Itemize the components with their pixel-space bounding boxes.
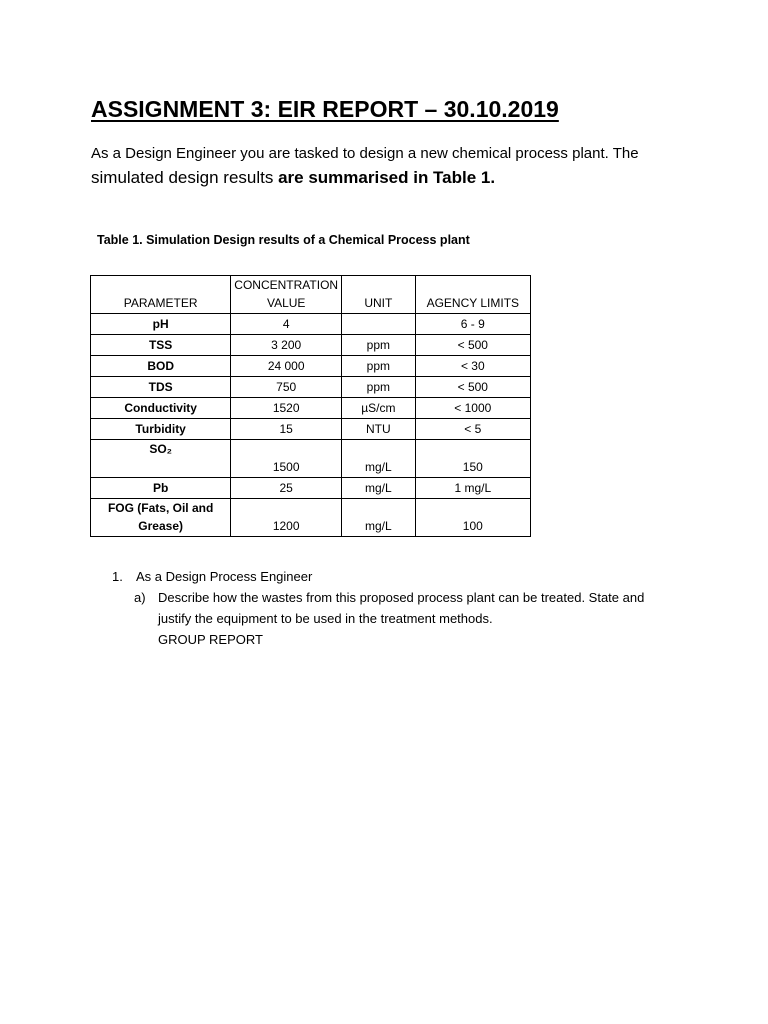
table-row — [91, 398, 531, 419]
cell-value: 15 — [231, 419, 342, 440]
cell-unit: ppm — [342, 335, 416, 356]
cell-parameter: BOD — [91, 356, 231, 377]
cell-limit: < 5 — [415, 419, 530, 440]
cell-limit: < 500 — [415, 377, 530, 398]
cell-value: 4 — [231, 314, 342, 335]
cell-parameter: Conductivity — [91, 398, 231, 419]
cell-limit: 1 mg/L — [415, 478, 530, 499]
task-item-1 — [112, 566, 644, 587]
cell-parameter: SO₂ — [91, 440, 231, 478]
cell-unit: mg/L — [342, 478, 416, 499]
cell-unit: mg/L — [342, 499, 416, 537]
cell-value: 1520 — [231, 398, 342, 419]
intro-line-1: As a Design Engineer you are tasked to design a new chemical process plant. The — [91, 145, 639, 162]
cell-limit: < 1000 — [415, 398, 530, 419]
task-list — [112, 566, 644, 650]
cell-unit: NTU — [342, 419, 416, 440]
cell-parameter: FOG (Fats, Oil and Grease) — [91, 499, 231, 537]
cell-limit: < 500 — [415, 335, 530, 356]
cell-parameter: pH — [91, 314, 231, 335]
cell-parameter: Turbidity — [91, 419, 231, 440]
intro-line-2 — [91, 165, 731, 191]
intro-paragraph — [91, 143, 731, 191]
cell-parameter: TDS — [91, 377, 231, 398]
cell-unit: ppm — [342, 377, 416, 398]
table-caption: Table 1. Simulation Design results of a Chemical Process plant — [97, 233, 470, 247]
table-row — [91, 499, 531, 537]
cell-unit: µS/cm — [342, 398, 416, 419]
intro-line-2-bold: are summarised in Table 1. — [278, 168, 496, 187]
cell-value: 1500 — [231, 440, 342, 478]
task-number: 1. — [112, 569, 123, 584]
subtask-a — [134, 587, 644, 608]
header-unit: UNIT — [342, 276, 416, 314]
table-row — [91, 377, 531, 398]
table-row — [91, 335, 531, 356]
cell-limit: 150 — [415, 440, 530, 478]
cell-unit — [342, 314, 416, 335]
table-row — [91, 478, 531, 499]
table-row — [91, 314, 531, 335]
cell-parameter: TSS — [91, 335, 231, 356]
cell-value: 24 000 — [231, 356, 342, 377]
cell-value: 3 200 — [231, 335, 342, 356]
cell-value: 25 — [231, 478, 342, 499]
subtask-line-2: justify the equipment to be used in the treatment methods. — [158, 611, 493, 626]
results-table — [90, 275, 531, 537]
cell-unit: mg/L — [342, 440, 416, 478]
document-title: ASSIGNMENT 3: EIR REPORT – 30.10.2019 — [91, 96, 559, 122]
cell-unit: ppm — [342, 356, 416, 377]
cell-parameter: Pb — [91, 478, 231, 499]
subtask-line-3: GROUP REPORT — [158, 632, 263, 647]
header-agency-limits: AGENCY LIMITS — [415, 276, 530, 314]
table-row — [91, 419, 531, 440]
cell-limit: < 30 — [415, 356, 530, 377]
task-text: As a Design Process Engineer — [136, 569, 313, 584]
cell-value: 1200 — [231, 499, 342, 537]
subtask-label: a) — [134, 590, 146, 605]
table-header-row — [91, 276, 531, 314]
table-row — [91, 356, 531, 377]
cell-value: 750 — [231, 377, 342, 398]
header-parameter: PARAMETER — [91, 276, 231, 314]
table-row — [91, 440, 531, 478]
subtask-line-1: Describe how the wastes from this proposed process plant can be treated. State and — [158, 590, 645, 605]
cell-limit: 100 — [415, 499, 530, 537]
cell-limit: 6 - 9 — [415, 314, 530, 335]
header-concentration: CONCENTRATION VALUE — [231, 276, 342, 314]
intro-line-2-normal: simulated design results — [91, 168, 279, 187]
